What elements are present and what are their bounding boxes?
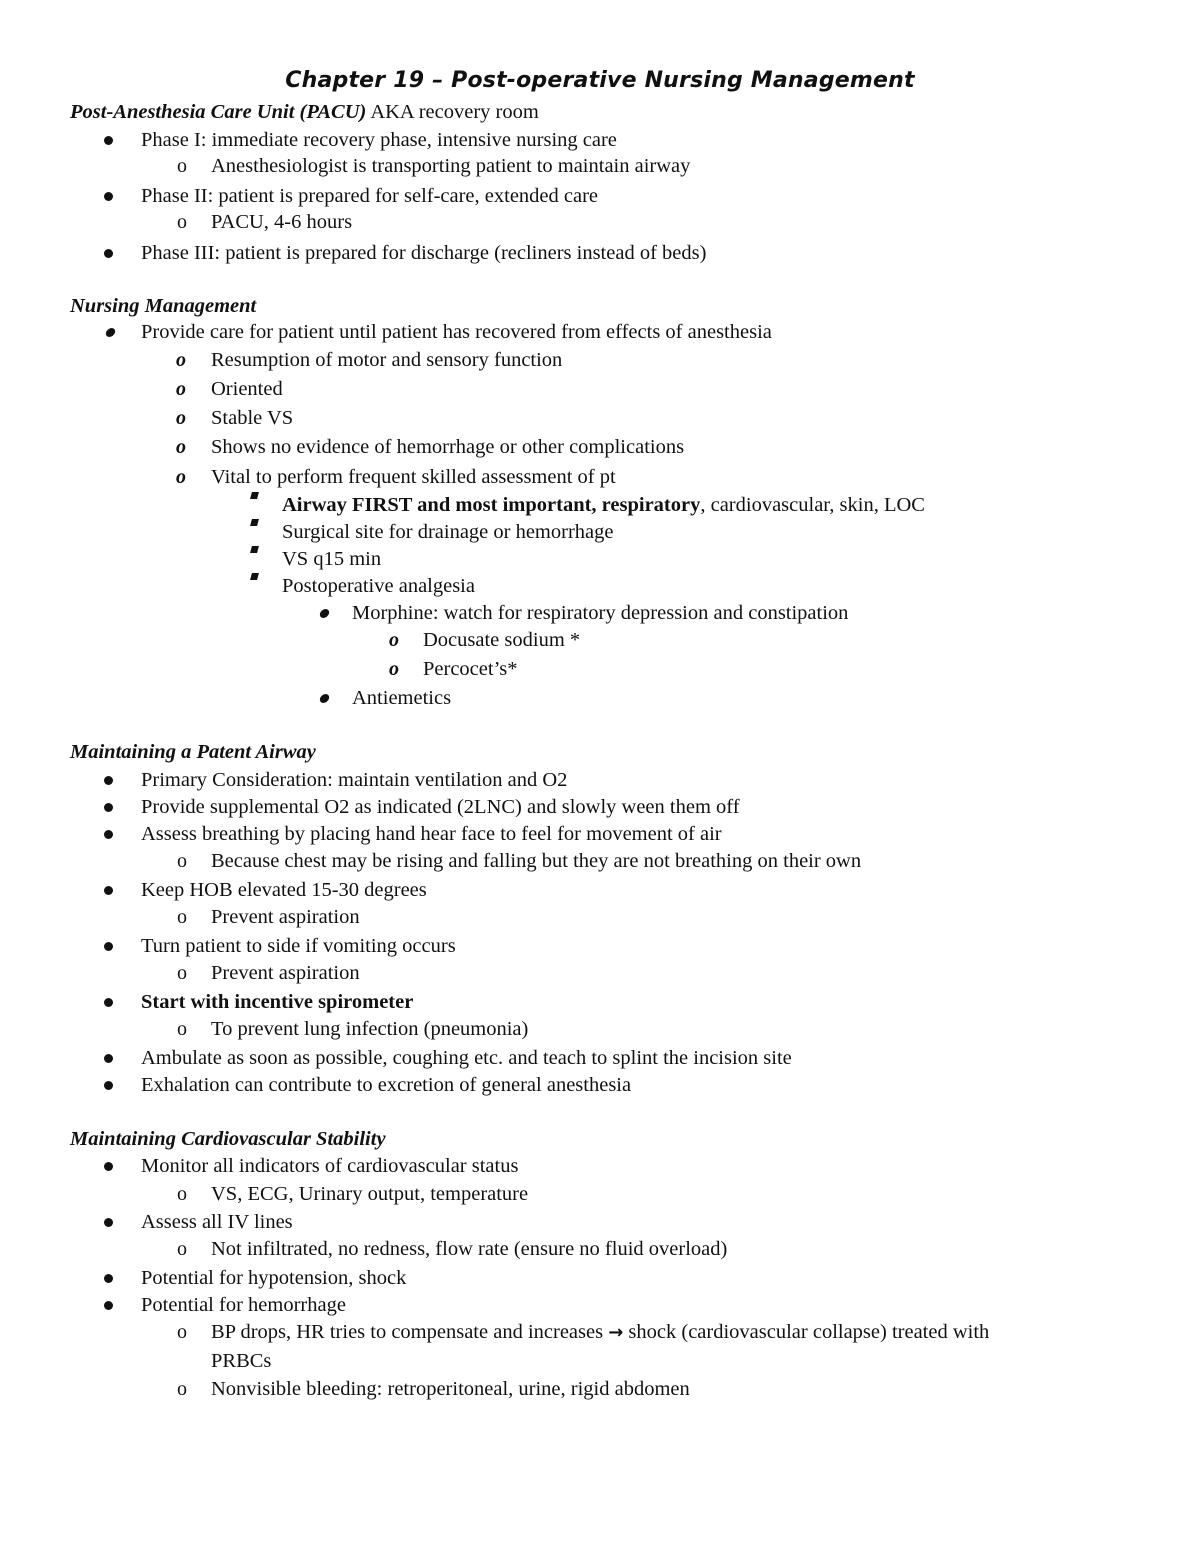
square-bullet-icon xyxy=(250,546,259,553)
bullet-icon xyxy=(104,192,113,201)
bullet-icon xyxy=(104,1301,113,1310)
list-item: Oriented xyxy=(211,378,283,400)
list-item: Phase II: patient is prepared for self-care, extended care xyxy=(141,185,599,207)
circle-bullet-icon: o xyxy=(177,850,187,872)
bullet-icon xyxy=(319,694,330,703)
circle-bullet-icon: o xyxy=(177,1238,187,1260)
list-item-text: BP drops, HR tries to compensate and increases xyxy=(211,1321,604,1343)
circle-bullet-icon: o xyxy=(176,378,186,400)
list-item: Surgical site for drainage or hemorrhage xyxy=(282,521,614,543)
list-item: Because chest may be rising and falling but they are not breathing on their own xyxy=(211,850,862,872)
list-item: Nonvisible bleeding: retroperitoneal, urine, rigid abdomen xyxy=(211,1378,690,1400)
bullet-icon xyxy=(104,1274,113,1283)
bullet-icon xyxy=(319,609,330,618)
list-item: Potential for hypotension, shock xyxy=(141,1267,407,1289)
heading-suffix: AKA recovery room xyxy=(366,101,539,123)
section-heading: Maintaining a Patent Airway xyxy=(70,741,316,763)
circle-bullet-icon: o xyxy=(177,1018,187,1040)
list-item: Turn patient to side if vomiting occurs xyxy=(141,935,456,957)
square-bullet-icon xyxy=(250,492,259,499)
circle-bullet-icon: o xyxy=(177,962,187,984)
list-item: Shows no evidence of hemorrhage or other complications xyxy=(211,436,685,458)
list-item: Ambulate as soon as possible, coughing etc. and teach to splint the incision site xyxy=(141,1047,792,1069)
section-heading: Maintaining Cardiovascular Stability xyxy=(70,1128,386,1150)
right-arrow-icon: → xyxy=(608,1322,624,1343)
list-item: Monitor all indicators of cardiovascular status xyxy=(141,1155,519,1177)
bullet-icon xyxy=(104,886,113,895)
list-item: Resumption of motor and sensory function xyxy=(211,349,563,371)
list-item: Vital to perform frequent skilled assessment of pt xyxy=(211,466,616,488)
list-item: Provide care for patient until patient has recovered from effects of anesthesia xyxy=(141,321,772,343)
list-item-continuation: shock (cardiovascular collapse) treated with xyxy=(623,1321,990,1343)
list-item: Postoperative analgesia xyxy=(282,575,475,597)
list-item: Percocet’s* xyxy=(423,658,518,680)
bullet-icon xyxy=(104,942,113,951)
list-item: Keep HOB elevated 15-30 degrees xyxy=(141,879,427,901)
list-item-wrap: PRBCs xyxy=(211,1350,272,1372)
bullet-icon xyxy=(104,1081,113,1090)
list-item: VS q15 min xyxy=(282,548,382,570)
square-bullet-icon xyxy=(250,519,259,526)
list-item-continuation: , cardiovascular, skin, LOC xyxy=(700,494,925,516)
circle-bullet-icon: o xyxy=(177,155,187,177)
circle-bullet-icon: o xyxy=(177,1378,187,1400)
bullet-icon xyxy=(104,1162,113,1171)
list-item: Antiemetics xyxy=(352,687,452,709)
list-item: Potential for hemorrhage xyxy=(141,1294,346,1316)
bullet-icon xyxy=(104,830,113,839)
list-item: Not infiltrated, no redness, flow rate (ensure no fluid overload) xyxy=(211,1238,728,1260)
circle-bullet-icon: o xyxy=(176,407,186,429)
list-item: Morphine: watch for respiratory depression and constipation xyxy=(352,602,849,624)
pacu-heading-line xyxy=(70,100,539,124)
list-item: Stable VS xyxy=(211,407,294,429)
list-item: Prevent aspiration xyxy=(211,962,360,984)
circle-bullet-icon: o xyxy=(177,906,187,928)
bullet-icon xyxy=(104,1218,113,1227)
bullet-icon xyxy=(104,998,113,1007)
list-item: Assess all IV lines xyxy=(141,1211,293,1233)
bullet-icon xyxy=(104,776,113,785)
section-heading: Post-Anesthesia Care Unit (PACU) xyxy=(70,101,367,123)
list-item: Start with incentive spirometer xyxy=(141,991,414,1013)
list-item: Provide supplemental O2 as indicated (2LNC) and slowly ween them off xyxy=(141,796,740,818)
circle-bullet-icon: o xyxy=(389,629,399,651)
list-item: Prevent aspiration xyxy=(211,906,360,928)
list-item: Phase III: patient is prepared for discharge (recliners instead of beds) xyxy=(141,242,707,264)
bullet-icon xyxy=(104,249,113,258)
bullet-icon xyxy=(104,1054,113,1063)
list-item: Assess breathing by placing hand hear face to feel for movement of air xyxy=(141,823,722,845)
emphasis-text: Airway FIRST and most important, respiratory xyxy=(282,494,701,516)
list-item: Docusate sodium * xyxy=(423,629,581,651)
list-item: PACU, 4-6 hours xyxy=(211,211,353,233)
circle-bullet-icon: o xyxy=(176,349,186,371)
list-item: To prevent lung infection (pneumonia) xyxy=(211,1018,529,1040)
circle-bullet-icon: o xyxy=(177,1321,187,1343)
square-bullet-icon xyxy=(250,573,259,580)
list-item: Primary Consideration: maintain ventilation and O2 xyxy=(141,769,568,791)
section-heading: Nursing Management xyxy=(70,295,257,317)
circle-bullet-icon: o xyxy=(177,1183,187,1205)
bullet-icon xyxy=(105,328,116,337)
circle-bullet-icon: o xyxy=(176,436,186,458)
list-item xyxy=(211,1320,989,1345)
page-title: Chapter 19 – Post-operative Nursing Management xyxy=(285,68,915,93)
circle-bullet-icon: o xyxy=(176,466,186,488)
list-item: Exhalation can contribute to excretion of general anesthesia xyxy=(141,1074,632,1096)
circle-bullet-icon: o xyxy=(177,211,187,233)
circle-bullet-icon: o xyxy=(389,658,399,680)
list-item: Phase I: immediate recovery phase, intensive nursing care xyxy=(141,129,617,151)
bullet-icon xyxy=(104,136,113,145)
list-item: Anesthesiologist is transporting patient to maintain airway xyxy=(211,155,691,177)
bullet-icon xyxy=(104,803,113,812)
list-item: VS, ECG, Urinary output, temperature xyxy=(211,1183,529,1205)
list-item xyxy=(282,493,925,517)
